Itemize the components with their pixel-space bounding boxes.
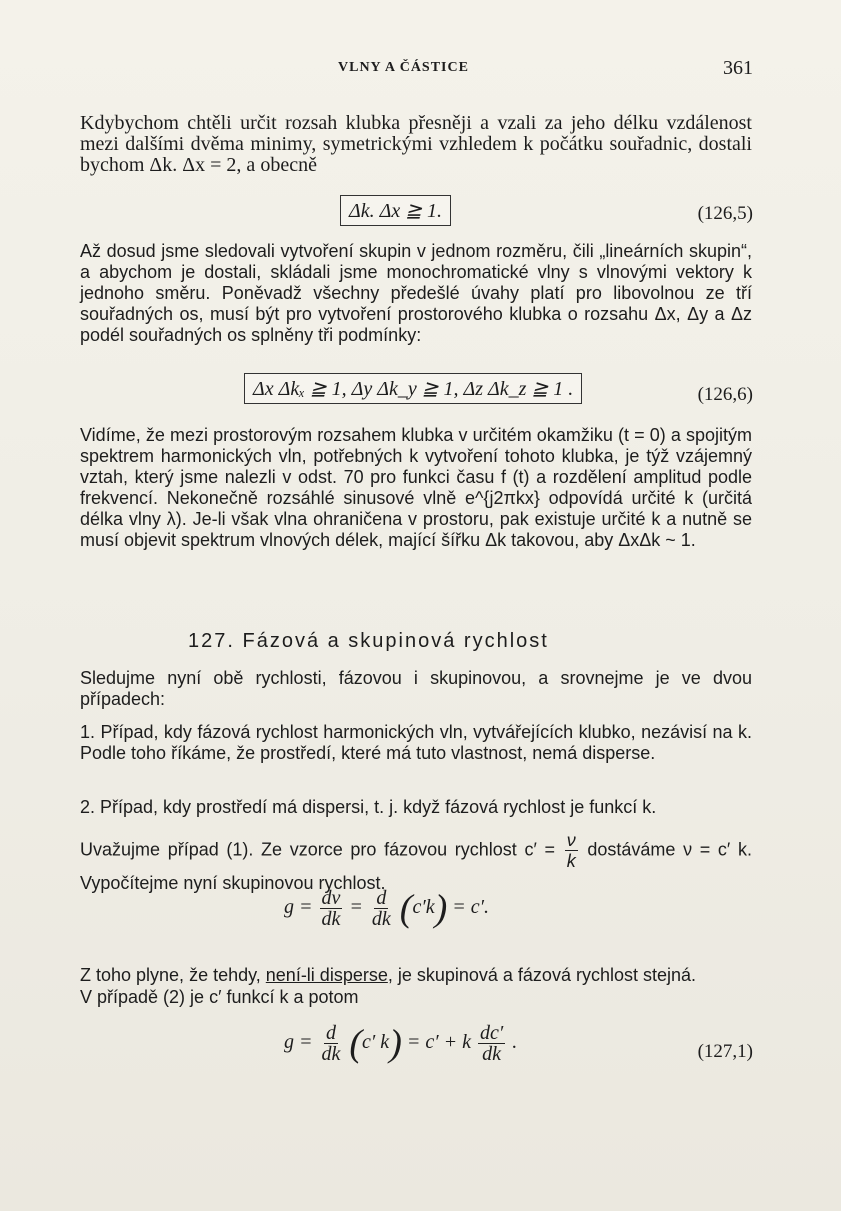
left-paren: (	[399, 887, 413, 930]
paragraph-5-start: Uvažujme případ (1). Ze vzorce pro fázovou rychlost c′ =	[80, 839, 556, 860]
equation-127-1	[284, 1023, 517, 1064]
running-head: VLNY A ČÁSTICE	[338, 60, 469, 75]
eq-127-1-frac1-den: dk	[321, 1043, 341, 1065]
eq-127-1-mid: = c′ + k	[406, 1031, 471, 1054]
paragraph-6	[80, 965, 752, 986]
equation-126-6	[244, 373, 582, 404]
paragraph-7: V případě (2) je c′ funkcí k a potom	[80, 987, 359, 1007]
eq-127-1-frac1	[320, 1023, 343, 1064]
equation-126-5	[340, 195, 451, 226]
eq-g1-frac2-num: d	[376, 887, 387, 909]
equation-126-6-number: (126,6)	[697, 384, 753, 405]
case-2: 2. Případ, kdy prostředí má dispersi, t. j. když fázová rychlost je funkcí k.	[80, 797, 657, 817]
eq-127-1-inner: c′ k	[362, 1031, 390, 1054]
eq-127-1-frac2	[478, 1023, 505, 1064]
case-1: 1. Případ, kdy fázová rychlost harmonických vln, vytvářejících klubko, nezávisí na k. Podle toho říkáme, že prostředí, které má tuto vlastnost, nemá disperse.	[80, 722, 752, 763]
paragraph-2: Až dosud jsme sledovali vytvoření skupin v jednom rozměru, čili „lineárních skupin“, a abychom je dostali, skládali jsme monochromatické vlny s vlnovými vektory k jednoho směru. Poněvadž všechny předešlé úvahy platí pro libovolnou ze tří souřadných os, musí být pro vytvoření prostorového klubka o rozsahu Δx, Δy a Δz podél souřadných os splněny tři podmínky:	[80, 241, 752, 345]
eq-g1-left: g =	[284, 896, 313, 919]
equation-126-5-formula: Δk. Δx ≧ 1.	[340, 195, 451, 226]
right-paren: )	[434, 887, 448, 930]
eq-g1-frac1-den: dk	[321, 908, 341, 930]
paragraph-6-a: Z toho plyne, že tehdy,	[80, 965, 266, 985]
phase-velocity-fraction	[565, 830, 578, 871]
equation-126-6-formula: Δx Δkₓ ≧ 1, Δy Δk_y ≧ 1, Δz Δk_z ≧ 1 .	[244, 373, 582, 404]
left-paren: (	[349, 1022, 363, 1065]
eq-g1-frac2-den: dk	[371, 908, 391, 930]
paragraph-6-underlined: není-li disperse	[265, 965, 388, 985]
paragraph-5	[80, 830, 752, 895]
eq-127-1-end: .	[512, 1031, 518, 1054]
eq-127-1-frac2-num: dc′	[479, 1022, 504, 1044]
paragraph-3: Vidíme, že mezi prostorovým rozsahem klubka v určitém okamžiku (t = 0) a spojitým spektrem harmonických vln, potřebných k vytvoření tohoto klubka, je týž vzájemný vztah, který jsme nalezli v odst. 70 pro funkci času f (t) a rozdělení amplitud podle frekvencí. Nekonečně rozsáhlé sinusové vlně e^{j2πkx} odpovídá určité k (určitá délka vlny λ). Je-li však vlna ohraničena v prostoru, pak existuje určité k a nutně se musí objevit spektrum vlnových délek, mající šířku Δk takovou, aby ΔxΔk ~ 1.	[80, 425, 752, 550]
eq-127-1-frac2-den: dk	[482, 1043, 502, 1065]
fraction-numerator: ν	[566, 830, 576, 850]
paragraph-4: Sledujme nyní obě rychlosti, fázovou i skupinovou, a srovnejme je ve dvou případech:	[80, 668, 752, 709]
fraction-denominator: k	[566, 851, 576, 871]
right-paren: )	[389, 1022, 402, 1065]
eq-127-1-frac1-num: d	[325, 1022, 336, 1044]
eq-g1-frac1-num: dν	[321, 887, 341, 909]
eq-g1-right: = c′.	[452, 896, 489, 919]
eq-g1-frac1	[320, 888, 343, 929]
page-number: 361	[723, 57, 753, 79]
equation-126-5-number: (126,5)	[697, 203, 753, 224]
paragraph-6-b: , je skupinová a fázová rychlost stejná.	[387, 965, 697, 985]
eq-g1-inner: c′k	[412, 896, 435, 919]
equation-127-1-number: (127,1)	[697, 1041, 753, 1062]
eq-127-1-left: g =	[284, 1031, 313, 1054]
eq-g1-frac2	[370, 888, 393, 929]
section-title: 127. Fázová a skupinová rychlost	[188, 630, 549, 652]
equation-group-velocity	[284, 888, 489, 929]
paragraph-5-end: dostáváme ν = c′ k. Vypočítejme nyní skupinovou rychlost.	[80, 839, 752, 893]
eq-g1-equals: =	[349, 896, 363, 919]
paragraph-1: Kdybychom chtěli určit rozsah klubka přesněji a vzali za jeho délku vzdálenost mezi dalšími dvěma minimy, symetrickými vzhledem k počátku souřadnic, dostali bychom Δk. Δx = 2, a obecně	[80, 112, 752, 176]
